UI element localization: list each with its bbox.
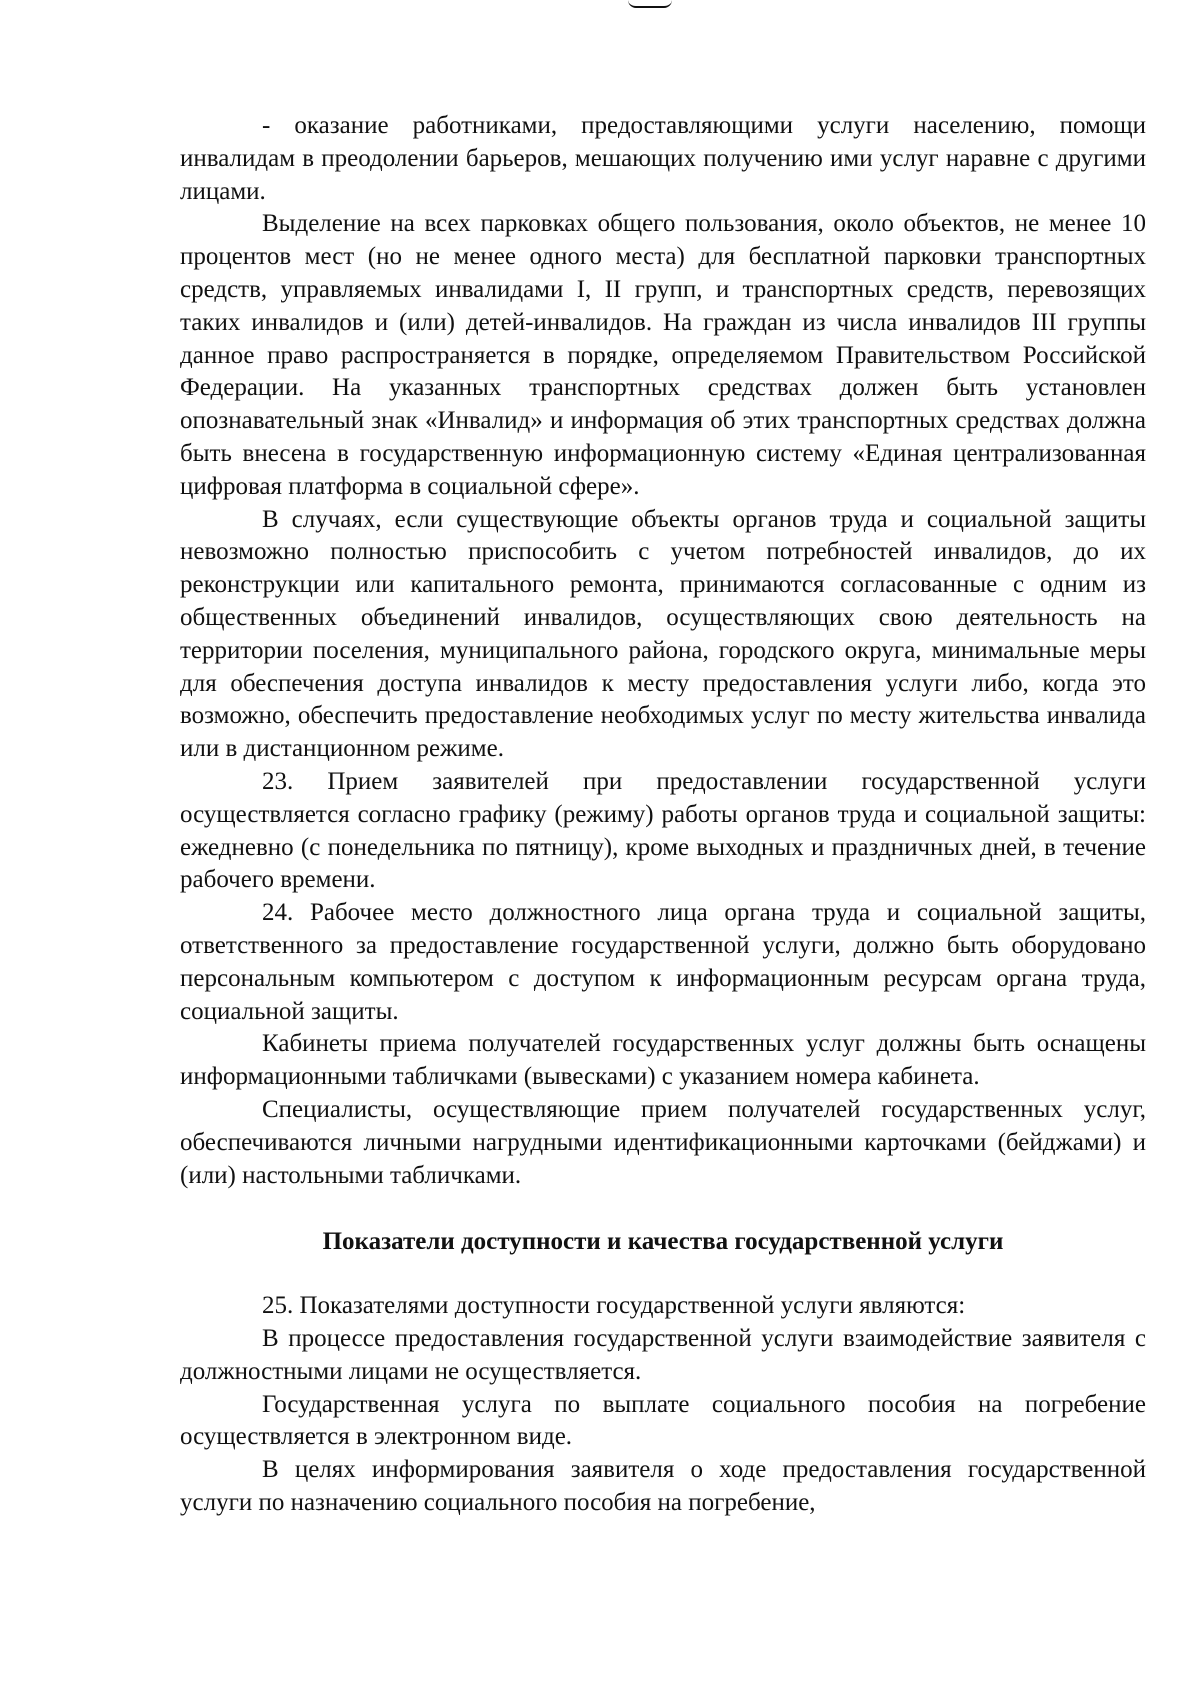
paragraph-24-workplace: 24. Рабочее место должностного лица органа труда и социальной защиты, ответственного за предоставление государственной услуги, должно быть оборудовано персональным компьютером с доступом к информационным ресурсам органа труда, социальной защиты.	[180, 899, 1146, 1025]
paragraph-adaptation: В случаях, если существующие объекты органов труда и социальной защиты невозможно полностью приспособить с учетом потребностей инвалидов, до их реконструкции или капитального ремонта, принимаются согласованные с одним из общественных объединений инвалидов, осуществляющих свою деятельность на территории поселения, муниципального района, городского округа, минимальные меры для обеспечения доступа инвалидов к месту предоставления услуги либо, когда это возможно, обеспечить предоставление необходимых услуг по месту жительства инвалида или в дистанционном режиме.	[180, 505, 1146, 763]
paragraph-23-reception-schedule: 23. Прием заявителей при предоставлении государственной услуги осуществляется согласно графику (режиму) работы органов труда и социальной защиты: ежедневно (с понедельника по пятницу), кроме выходных и праздничных дней, в течение рабочего времени.	[180, 767, 1146, 894]
paragraph-electronic-service: Государственная услуга по выплате социального пособия на погребение осуществляется в электронном виде.	[180, 1390, 1146, 1451]
paragraph-specialist-badges: Специалисты, осуществляющие прием получателей государственных услуг, обеспечиваются личными нагрудными идентификационными карточками (бейджами) и (или) настольными табличками.	[180, 1095, 1146, 1189]
paragraph-25-accessibility: 25. Показателями доступности государственной услуги являются:	[262, 1292, 966, 1320]
page-top-mark	[628, 0, 672, 8]
paragraph-cabinet-signs: Кабинеты приема получателей государственных услуг должны быть оснащены информационными табличками (вывесками) с указанием номера кабинета.	[180, 1030, 1146, 1091]
paragraph-assistance: - оказание работниками, предоставляющими услуги населению, помощи инвалидам в преодолении барьеров, мешающих получению ими услуг наравне с другими лицами.	[180, 112, 1146, 205]
paragraph-no-interaction: В процессе предоставления государственной услуги взаимодействие заявителя с должностными лицами не осуществляется.	[180, 1325, 1146, 1385]
paragraph-parking: Выделение на всех парковках общего пользования, около объектов, не менее 10 процентов мест (но не менее одного места) для бесплатной парковки транспортных средств, управляемых инвалидами I, II групп, и транспортных средств, перевозящих таких инвалидов и (или) детей-инвалидов. На граждан из числа инвалидов III группы данное право распространяется в порядке, определяемом Правительством Российской Федерации. На указанных транспортных средствах должен быть установлен опознавательный знак «Инвалид» и информация об этих транспортных средствах должна быть внесена в государственную информационную систему «Единая централизованная цифровая платформа в социальной сфере».	[180, 210, 1146, 500]
section-heading: Показатели доступности и качества государственной услуги	[322, 1228, 1004, 1256]
paragraph-informing: В целях информирования заявителя о ходе предоставления государственной услуги по назначению социального пособия на погребение,	[180, 1456, 1146, 1517]
document-body	[180, 110, 1146, 1520]
